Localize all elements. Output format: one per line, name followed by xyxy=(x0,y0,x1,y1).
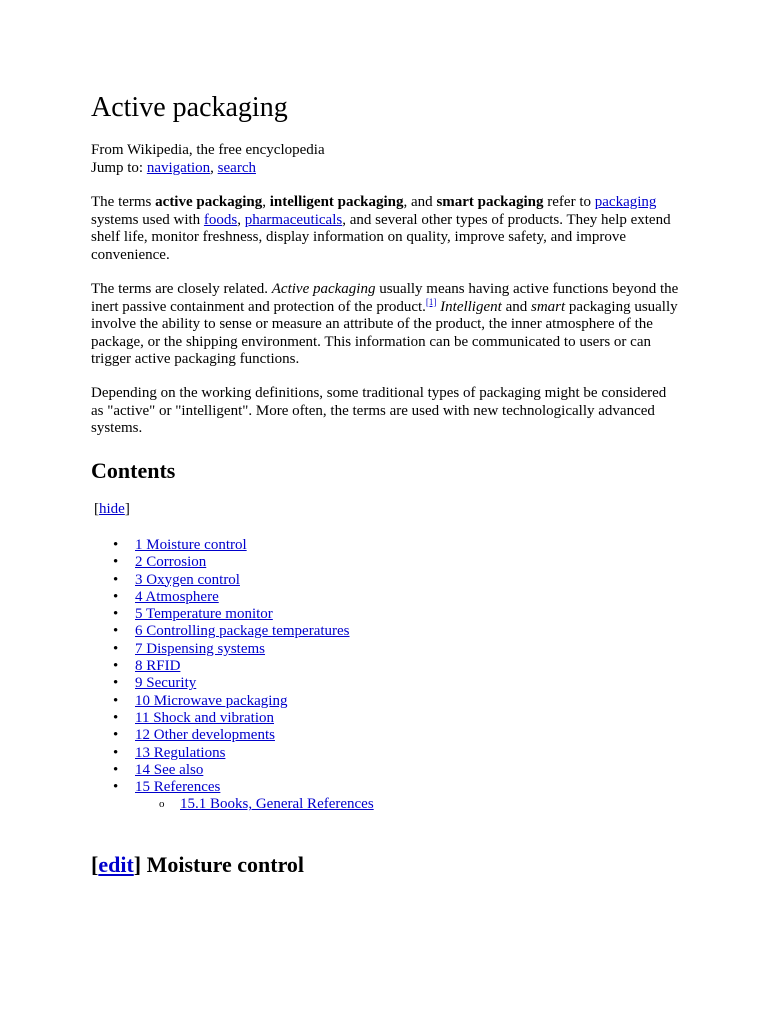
toc-link[interactable]: 8 RFID xyxy=(135,658,181,675)
term-smart-italic: smart xyxy=(530,298,566,315)
toc-link[interactable]: 3 Oxygen control xyxy=(135,571,240,588)
bracket: ] xyxy=(124,501,130,517)
contents-heading: Contents xyxy=(91,458,176,483)
toc-item xyxy=(91,710,691,727)
toc-link[interactable]: 14 See also xyxy=(135,761,204,778)
toc-link[interactable]: 4 Atmosphere xyxy=(135,588,219,605)
toc-link[interactable]: 11 Shock and vibration xyxy=(135,709,275,726)
bullet-icon: • xyxy=(113,554,119,571)
bullet-icon: • xyxy=(113,588,119,605)
term-smart-packaging: smart packaging xyxy=(436,194,544,210)
site-subtitle: From Wikipedia, the free encyclopedia xyxy=(91,142,325,158)
bullet-icon: • xyxy=(113,606,119,623)
toc-item xyxy=(91,779,691,796)
bracket: [ xyxy=(91,852,99,877)
text: and xyxy=(501,298,531,315)
toc-item xyxy=(91,675,691,692)
text: , and xyxy=(403,194,437,210)
link-foods[interactable]: foods xyxy=(203,211,238,228)
toc-link[interactable]: 2 Corrosion xyxy=(135,554,207,571)
toc-item xyxy=(91,554,691,571)
toc-item xyxy=(91,658,691,675)
link-pharmaceuticals[interactable]: pharmaceuticals xyxy=(244,211,343,228)
jump-navigation-link[interactable]: navigation xyxy=(146,159,211,176)
text: , and several other types of products. They help extend shelf life, monitor freshness, display information on quality, improve safety, and improve convenience. xyxy=(91,211,671,263)
toc-item xyxy=(91,762,691,779)
toc-item xyxy=(91,623,691,640)
hide-link[interactable]: hide xyxy=(99,501,125,517)
bullet-icon: • xyxy=(113,761,119,778)
bullet-icon: • xyxy=(113,571,119,588)
reference-link-1[interactable]: [1] xyxy=(425,296,437,307)
text: , xyxy=(262,194,270,210)
jump-prefix: Jump to: xyxy=(91,159,147,176)
text: packaging usually involve the ability to sense or measure an attribute of the product, the inner atmosphere of the package, or the shipping environment. This information can be communicated to users or can trigger active packaging functions. xyxy=(91,298,678,367)
text: The terms xyxy=(91,194,156,210)
bullet-icon: • xyxy=(113,744,119,761)
toc-subitem xyxy=(91,796,691,813)
toc-link[interactable]: 7 Dispensing systems xyxy=(135,640,266,657)
toc-item xyxy=(91,572,691,589)
term-intelligent-italic: Intelligent xyxy=(440,298,502,315)
bullet-icon: • xyxy=(113,658,119,675)
toc-sublink[interactable]: 15.1 Books, General References xyxy=(180,796,374,813)
toc-item xyxy=(91,693,691,710)
intro-paragraph-3: Depending on the working definitions, some traditional types of packaging might be considered as "active" or "intelligent". More often, the terms are used with new technologically advanced systems. xyxy=(91,385,667,436)
toc-link[interactable]: 5 Temperature monitor xyxy=(135,606,273,623)
text: The terms are closely related. xyxy=(91,281,272,297)
text: , xyxy=(237,211,245,228)
edit-section-link[interactable]: edit xyxy=(98,852,134,877)
intro-paragraph-1 xyxy=(91,194,681,264)
bullet-icon: • xyxy=(113,640,119,657)
term-active-packaging: active packaging xyxy=(155,194,263,210)
text: refer to xyxy=(543,194,595,210)
table-of-contents xyxy=(91,537,691,814)
bullet-icon: • xyxy=(113,623,119,640)
link-packaging[interactable]: packaging xyxy=(594,194,657,210)
bracket: [ xyxy=(94,501,99,517)
bullet-icon: • xyxy=(113,779,119,796)
jump-to-line xyxy=(91,160,681,178)
intro-paragraph-2 xyxy=(91,281,681,369)
jump-search-link[interactable]: search xyxy=(217,159,256,176)
toc-link[interactable]: 1 Moisture control xyxy=(135,537,247,553)
page-title: Active packaging xyxy=(91,92,288,123)
term-intelligent-packaging: intelligent packaging xyxy=(269,194,404,210)
toc-link[interactable]: 13 Regulations xyxy=(135,744,226,761)
toc-link[interactable]: 9 Security xyxy=(135,675,197,692)
toc-item xyxy=(91,537,691,554)
site-subtitle-block xyxy=(91,142,681,177)
toc-item xyxy=(91,727,691,744)
circle-bullet-icon: o xyxy=(159,798,165,811)
toc-link[interactable]: 15 References xyxy=(135,779,221,796)
section-title: Moisture control xyxy=(141,852,305,877)
toc-item xyxy=(91,641,691,658)
bullet-icon: • xyxy=(113,675,119,692)
text: usually means having active functions beyond the inert passive containment and protection of the product. xyxy=(91,281,679,315)
toc-item xyxy=(91,745,691,762)
toc-link[interactable]: 10 Microwave packaging xyxy=(135,692,288,709)
bracket: ] xyxy=(133,852,142,877)
jump-separator: , xyxy=(210,159,218,176)
toc-link[interactable]: 6 Controlling package temperatures xyxy=(135,623,350,640)
bullet-icon: • xyxy=(113,709,119,726)
bullet-icon: • xyxy=(113,692,119,709)
toc-hide-toggle xyxy=(94,501,130,519)
text: systems used with xyxy=(91,211,204,228)
toc-item xyxy=(91,589,691,606)
section-heading-moisture-control xyxy=(91,852,304,878)
toc-link[interactable]: 12 Other developments xyxy=(135,727,275,744)
term-active-packaging-italic: Active packaging xyxy=(271,281,376,297)
bullet-icon: • xyxy=(113,727,119,744)
toc-item xyxy=(91,606,691,623)
bullet-icon: • xyxy=(113,537,119,553)
